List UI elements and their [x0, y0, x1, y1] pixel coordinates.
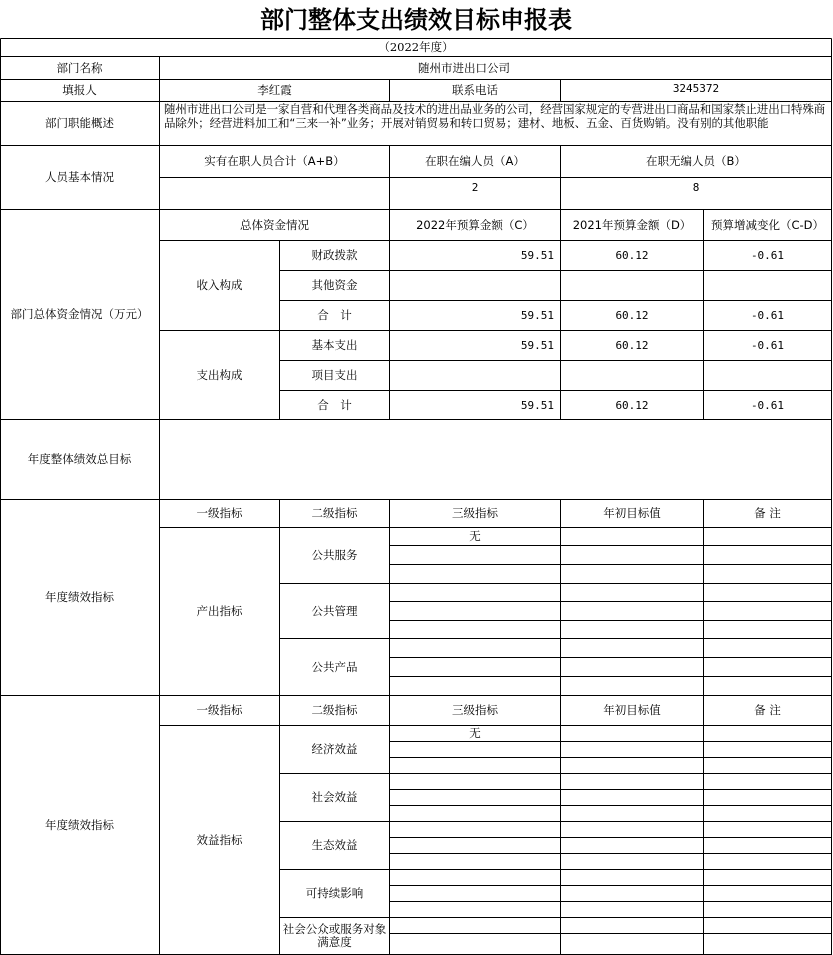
expense-row-c — [390, 361, 560, 390]
goal-value — [160, 420, 831, 499]
staff-label: 人员基本情况 — [45, 170, 114, 184]
income-row-c — [390, 271, 560, 300]
filler-value: 李红霞 — [257, 83, 292, 97]
effect-group-social: 社会效益 — [311, 790, 358, 804]
effect-h2: 二级指标 — [311, 703, 358, 717]
expense-row-c: 59.51 — [520, 339, 554, 352]
expense-row-d — [561, 361, 703, 390]
phone-value: 3245372 — [672, 82, 720, 95]
goal-label: 年度整体绩效总目标 — [27, 452, 132, 466]
staff-total-header: 实有在职人员合计（A+B） — [204, 154, 345, 168]
output-perf-label: 年度绩效指标 — [45, 590, 114, 604]
income-row-name: 财政拨款 — [311, 248, 358, 262]
effect-group-ecological: 生态效益 — [311, 838, 358, 852]
funds-cd-header: 预算增减变化（C-D） — [710, 217, 825, 232]
output-h1: 一级指标 — [196, 506, 243, 520]
expense-row-cd: -0.61 — [750, 399, 785, 412]
expense-row-cd — [704, 361, 831, 390]
expense-row-name: 合 计 — [317, 398, 352, 412]
output-group-public-management: 公共管理 — [311, 603, 358, 618]
income-row-name: 其他资金 — [311, 278, 358, 292]
effect-h1: 一级指标 — [196, 703, 243, 717]
output-h4: 年初目标值 — [603, 506, 661, 520]
expense-row-name: 项目支出 — [311, 368, 358, 382]
income-row-cd — [704, 271, 831, 300]
staff-b-header: 在职无编人员（B） — [646, 154, 746, 168]
funds-c-header: 2022年预算金额（C） — [416, 217, 534, 232]
income-row-cd: -0.61 — [750, 309, 785, 322]
income-row-c: 59.51 — [520, 309, 554, 322]
effect-level1: 效益指标 — [196, 832, 243, 847]
effect-first-value: 无 — [469, 726, 481, 740]
page-title: 部门整体支出绩效目标申报表 — [260, 5, 572, 34]
income-label: 收入构成 — [196, 278, 243, 292]
income-row-name: 合 计 — [317, 308, 352, 322]
funds-d-header: 2021年预算金额（D） — [572, 217, 692, 232]
effect-group-satisfaction: 社会公众或服务对象满意度 — [282, 922, 387, 949]
income-row-d — [561, 271, 703, 300]
staff-total-value — [160, 178, 389, 196]
income-row-cd: -0.61 — [750, 249, 785, 262]
output-h3: 三级指标 — [452, 506, 498, 520]
effect-group-sustainable: 可持续影响 — [305, 886, 364, 900]
expense-row-d: 60.12 — [615, 399, 649, 412]
duty-description: 随州市进出口公司是一家自营和代理各类商品及技术的进出品业务的公司，经营国家规定的专营进出口商品和国家禁止进出口特殊商品除外；经营进料加工和“三来一补”业务；开展对销贸易和转口贸易；建材、地板、五金、百货购销。没有别的其他职能 — [164, 102, 826, 130]
expense-row-d: 60.12 — [615, 339, 649, 352]
phone-label: 联系电话 — [452, 83, 498, 97]
duty-label: 部门职能概述 — [45, 116, 114, 130]
effect-h3: 三级指标 — [452, 703, 498, 717]
year-label: （2022年度） — [378, 40, 454, 54]
output-first-value: 无 — [469, 529, 481, 543]
funds-label: 部门总体资金情况（万元） — [10, 307, 149, 321]
effect-h5: 备 注 — [754, 703, 781, 717]
income-row-d: 60.12 — [615, 249, 649, 262]
expense-row-c: 59.51 — [520, 399, 554, 412]
dept-name-label: 部门名称 — [56, 60, 103, 75]
effect-perf-label: 年度绩效指标 — [45, 817, 114, 832]
income-row-d: 60.12 — [615, 309, 649, 322]
expense-row-name: 基本支出 — [311, 338, 358, 352]
filler-label: 填报人 — [62, 83, 97, 97]
output-level1: 产出指标 — [196, 604, 243, 618]
expense-label: 支出构成 — [196, 367, 243, 382]
output-group-public-service: 公共服务 — [311, 548, 358, 562]
output-group-public-product: 公共产品 — [311, 659, 358, 674]
staff-a-header: 在职在编人员（A） — [425, 154, 525, 168]
dept-name-value: 随州市进出口公司 — [418, 60, 510, 75]
staff-b-value: 8 — [692, 180, 700, 194]
effect-h4: 年初目标值 — [603, 703, 661, 717]
funds-overall-header: 总体资金情况 — [240, 217, 309, 232]
effect-group-economic: 经济效益 — [311, 742, 358, 756]
output-h5: 备 注 — [754, 506, 781, 520]
staff-a-value: 2 — [471, 180, 479, 194]
output-h2: 二级指标 — [311, 506, 358, 520]
expense-row-cd: -0.61 — [750, 339, 785, 352]
income-row-c: 59.51 — [520, 249, 554, 262]
